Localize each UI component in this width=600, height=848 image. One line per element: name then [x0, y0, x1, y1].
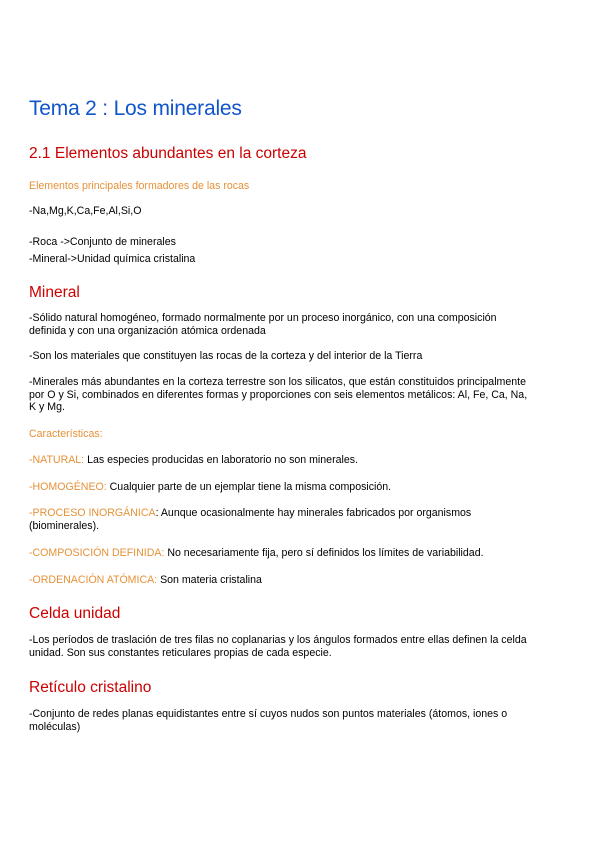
feature-proceso-inorganica: [29, 507, 529, 532]
mineral-paragraph-3: -Minerales más abundantes en la corteza terrestre son los silicatos, que están constituidos principalmente por O y Si, combinados en diferentes formas y proporciones con seis elementos metálicos: Al, Fe, Ca, Na, K y Mg.: [29, 376, 528, 414]
reticulo-cristalino-paragraph: -Conjunto de redes planas equidistantes entre sí cuyos nudos son puntos materiales (átomos, iones o moléculas): [29, 708, 508, 733]
celda-unidad-paragraph: -Los períodos de traslación de tres filas no coplanarias y los ángulos formados entre ellas definen la celda unidad. Son sus constantes reticulares propias de cada especie.: [29, 634, 527, 659]
feature-text: Cualquier parte de un ejemplar tiene la misma composición.: [106, 481, 392, 493]
mineral-paragraph-1: -Sólido natural homogéneo, formado normalmente por un proceso inorgánico, con una composición definida y con una organización atómica ordenada: [29, 312, 497, 337]
feature-label: -PROCESO INORGÁNICA: [29, 507, 156, 519]
feature-ordenacion-atomica: [29, 574, 529, 587]
feature-label: -NATURAL:: [29, 454, 85, 466]
roca-definition: -Roca ->Conjunto de minerales: [29, 236, 176, 248]
feature-text: Son materia cristalina: [157, 574, 262, 586]
section-heading-2-1: 2.1 Elementos abundantes en la corteza: [29, 145, 307, 162]
feature-label: -COMPOSICIÓN DEFINIDA:: [29, 547, 165, 559]
reticulo-cristalino-heading: Retículo cristalino: [29, 679, 152, 696]
feature-label: -HOMOGÉNEO:: [29, 481, 107, 493]
feature-text: : Aunque ocasionalmente hay minerales fabricados por organismos (biominerales).: [29, 507, 472, 532]
feature-natural: [29, 454, 529, 467]
subheading-elementos: Elementos principales formadores de las rocas: [29, 180, 250, 192]
feature-homogeneo: [29, 481, 529, 494]
feature-label: -ORDENACIÓN ATÓMICA:: [29, 574, 158, 586]
feature-composicion-definida: [29, 547, 529, 560]
mineral-definition: -Mineral->Unidad química cristalina: [29, 253, 196, 265]
page-title: Tema 2 : Los minerales: [29, 97, 242, 120]
feature-text: No necesariamente fija, pero sí definidos los límites de variabilidad.: [164, 547, 484, 559]
mineral-paragraph-2: -Son los materiales que constituyen las rocas de la corteza y del interior de la Tierra: [29, 350, 423, 362]
elements-list: -Na,Mg,K,Ca,Fe,Al,Si,O: [29, 205, 142, 217]
feature-text: Las especies producidas en laboratorio no son minerales.: [84, 454, 358, 466]
caracteristicas-label: Características:: [29, 428, 103, 440]
celda-unidad-heading: Celda unidad: [29, 605, 121, 622]
mineral-heading: Mineral: [29, 284, 80, 301]
